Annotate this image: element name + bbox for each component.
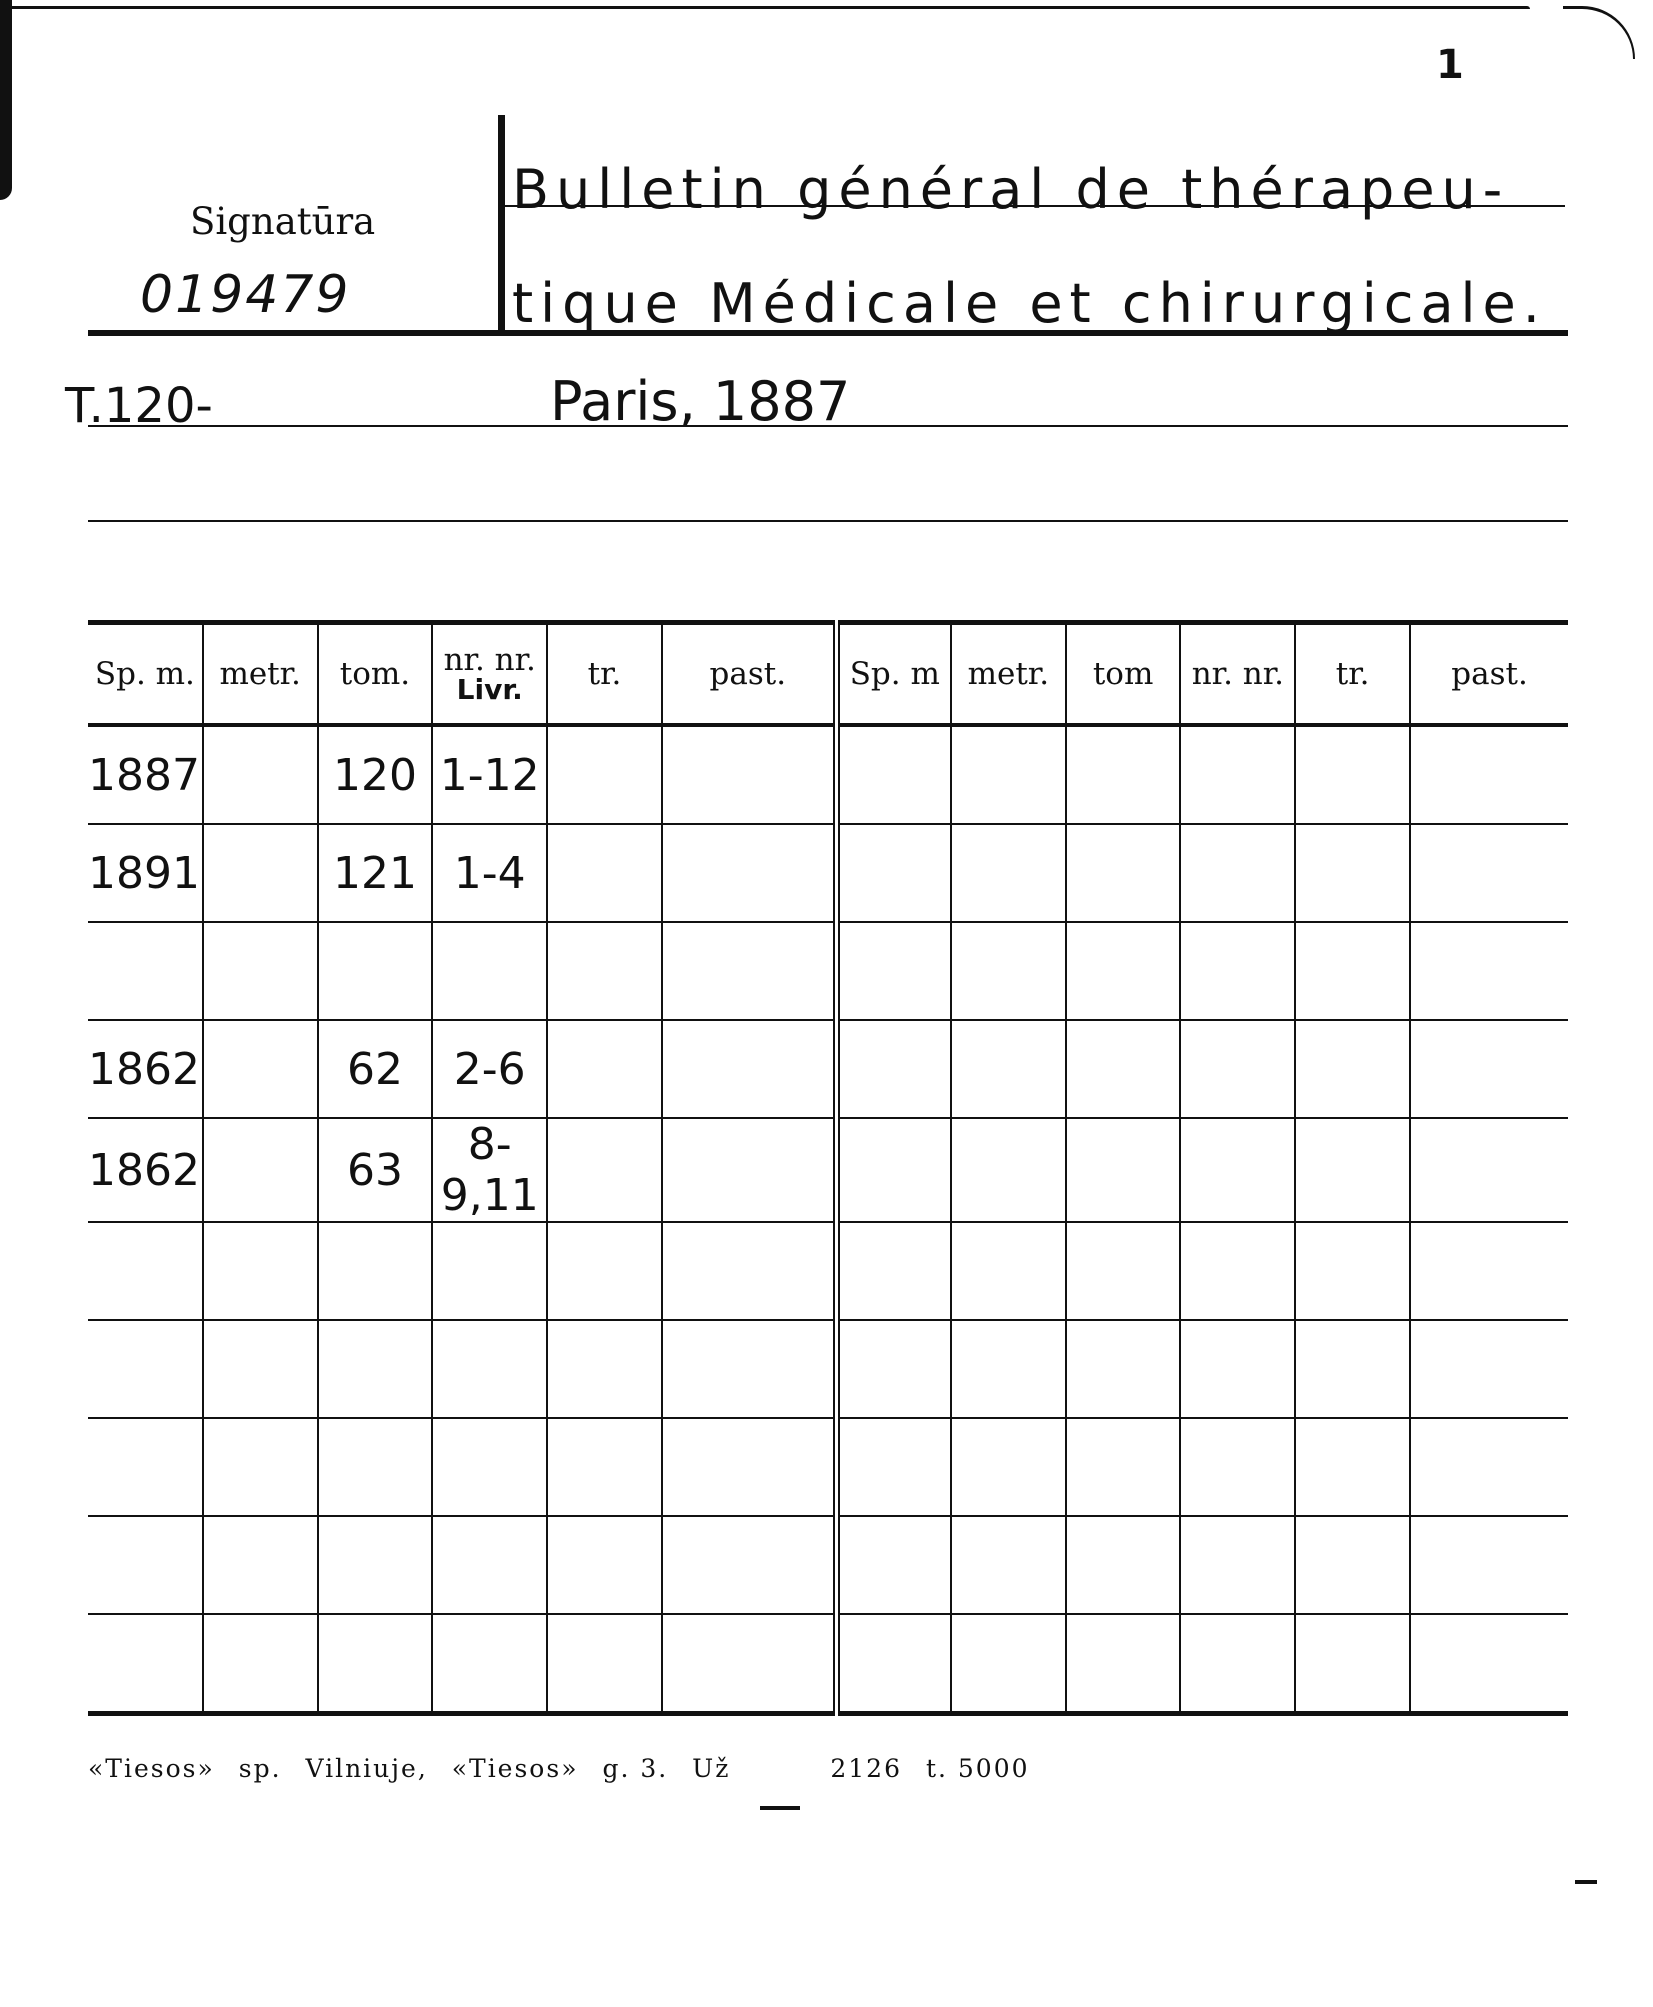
table-cell [203,725,318,824]
table-cell [432,1516,547,1614]
column-header: Sp. m [836,623,951,726]
table-cell [547,922,662,1020]
imprint-part: «Tiesos» [451,1754,579,1783]
table-cell [662,1614,836,1714]
table-cell [1180,1020,1295,1118]
table-cell [547,1118,662,1222]
table-cell: 1891 [88,824,203,922]
table-cell [662,922,836,1020]
table-cell [1410,922,1568,1020]
table-cell [1066,1320,1181,1418]
table-cell [1066,725,1181,824]
table-cell [662,1320,836,1418]
table-cell [951,1222,1066,1320]
table-row [88,922,1568,1020]
table-cell [1295,1516,1410,1614]
table-row [88,725,1568,824]
table-cell: 62 [318,1020,433,1118]
imprint-part: g. 3. [602,1754,669,1783]
table-cell [203,1516,318,1614]
table-cell [1180,922,1295,1020]
table-cell [88,1614,203,1714]
ink-mark [1575,1880,1597,1884]
title-vertical-bar [498,115,505,335]
rule-line-2 [88,520,1568,522]
signature-label: Signatūra [190,200,376,243]
table-row [88,824,1568,922]
column-header: Sp. m. [88,623,203,726]
table-cell [836,1418,951,1516]
table-cell [432,1320,547,1418]
table-cell [662,1516,836,1614]
holdings-table [88,620,1568,1716]
table-cell [318,1614,433,1714]
table-cell [547,1222,662,1320]
table-cell [1180,1320,1295,1418]
table-cell [203,922,318,1020]
table-cell [203,1418,318,1516]
table-header-row [88,623,1568,726]
table-cell [1066,1118,1181,1222]
table-cell: 2-6 [432,1020,547,1118]
table-cell [318,1418,433,1516]
printer-imprint [88,1754,1044,1783]
column-header: tom [1066,623,1181,726]
table-cell [1180,1118,1295,1222]
table-cell [318,1222,433,1320]
table-cell [951,922,1066,1020]
table-cell [951,1020,1066,1118]
imprint-part: 2126 [830,1754,902,1783]
table-row [88,1418,1568,1516]
table-cell [1066,1020,1181,1118]
table-cell [432,1614,547,1714]
table-cell [432,1418,547,1516]
table-cell [1410,824,1568,922]
table-cell: 1-12 [432,725,547,824]
table-cell [1295,725,1410,824]
card-left-edge [0,0,12,200]
header-rule [88,330,1568,336]
table-cell [547,725,662,824]
table-cell [318,1320,433,1418]
table-cell [318,922,433,1020]
table-cell [1180,824,1295,922]
ink-mark [760,1806,800,1810]
table-cell: 120 [318,725,433,824]
table-cell [1295,824,1410,922]
table-cell [1180,1418,1295,1516]
table-cell [547,1516,662,1614]
table-cell [662,1020,836,1118]
imprint-part: Vilniuje, [305,1754,428,1783]
table-row [88,1320,1568,1418]
card-corner-edge [1563,6,1635,59]
table-cell [1180,1614,1295,1714]
table-cell: 121 [318,824,433,922]
column-header-nr-sublabel: Livr. [456,672,523,706]
page-number: 1 [1436,42,1464,88]
column-header-nr-label: nr. nr. [443,641,536,678]
table-cell [1066,1418,1181,1516]
table-cell [88,1222,203,1320]
table-cell [951,1118,1066,1222]
table-cell [836,824,951,922]
table-cell [432,922,547,1020]
table-cell [662,1118,836,1222]
table-cell [1295,1118,1410,1222]
table-cell: 1887 [88,725,203,824]
table-cell [1410,1020,1568,1118]
table-cell [547,1614,662,1714]
table-cell [203,1614,318,1714]
table-cell [203,1118,318,1222]
table-cell [1180,1222,1295,1320]
table-cell [836,1020,951,1118]
table-cell [662,1222,836,1320]
table-cell [432,1222,547,1320]
column-header: past. [1410,623,1568,726]
table-cell [836,1118,951,1222]
column-header-nr [432,623,547,726]
table-cell [836,1222,951,1320]
card-top-edge [10,6,1530,9]
table-cell [1066,1516,1181,1614]
table-cell [203,1020,318,1118]
table-cell [1295,1418,1410,1516]
table-cell [836,1516,951,1614]
table-cell [662,824,836,922]
table-cell [1295,1320,1410,1418]
column-header: tr. [1295,623,1410,726]
imprint-part: sp. [238,1754,282,1783]
table-cell: 1-4 [432,824,547,922]
table-cell [1066,1222,1181,1320]
title-underline-1 [500,205,1565,207]
title-line-1: Bulletin général de thérapeu- [512,158,1510,221]
table-cell [836,922,951,1020]
column-header: tr. [547,623,662,726]
column-header: past. [662,623,836,726]
table-cell: 1862 [88,1118,203,1222]
table-cell [662,725,836,824]
table-cell [547,1320,662,1418]
table-row [88,1020,1568,1118]
table-cell [203,1320,318,1418]
column-header: metr. [203,623,318,726]
column-header: tom. [318,623,433,726]
table-cell [1410,1516,1568,1614]
holdings-body [88,725,1568,1714]
table-cell [318,1516,433,1614]
table-cell [951,1418,1066,1516]
table-cell [547,1020,662,1118]
table-cell [1410,1614,1568,1714]
table-cell [1295,1222,1410,1320]
table-cell: 63 [318,1118,433,1222]
table-cell: 8-9,11 [432,1118,547,1222]
table-cell [1180,725,1295,824]
table-cell [951,725,1066,824]
column-header: metr. [951,623,1066,726]
table-cell [1410,1320,1568,1418]
table-cell [1066,922,1181,1020]
table-cell [1066,824,1181,922]
table-cell [203,1222,318,1320]
table-cell [951,1614,1066,1714]
table-cell [1295,1614,1410,1714]
table-cell [547,1418,662,1516]
table-cell: 1862 [88,1020,203,1118]
title-line-2: tique Médicale et chirurgicale. [512,272,1547,335]
table-cell [1410,1118,1568,1222]
table-cell [836,725,951,824]
table-row [88,1516,1568,1614]
table-cell [1410,725,1568,824]
imprint-part: «Tiesos» [88,1754,215,1783]
table-cell [88,1320,203,1418]
table-cell [1066,1614,1181,1714]
column-header: nr. nr. [1180,623,1295,726]
table-cell [88,922,203,1020]
table-row [88,1614,1568,1714]
table-cell [1295,1020,1410,1118]
rule-line-1 [88,425,1568,427]
table-row [88,1118,1568,1222]
table-cell [1180,1516,1295,1614]
table-cell [1410,1418,1568,1516]
table-cell [951,824,1066,922]
table-cell [951,1320,1066,1418]
table-cell [836,1320,951,1418]
table-cell [203,824,318,922]
table-cell [951,1516,1066,1614]
table-row [88,1222,1568,1320]
place-year: Paris, 1887 [550,370,851,433]
table-cell [88,1418,203,1516]
volume-label: T.120- [65,378,213,434]
imprint-part: Už [692,1754,731,1783]
table-cell [1410,1222,1568,1320]
table-cell [662,1418,836,1516]
table-cell [88,1516,203,1614]
table-cell [547,824,662,922]
table-cell [1295,922,1410,1020]
table-cell [836,1614,951,1714]
imprint-part: t. 5000 [925,1754,1030,1783]
signature-value: 019479 [140,265,351,325]
